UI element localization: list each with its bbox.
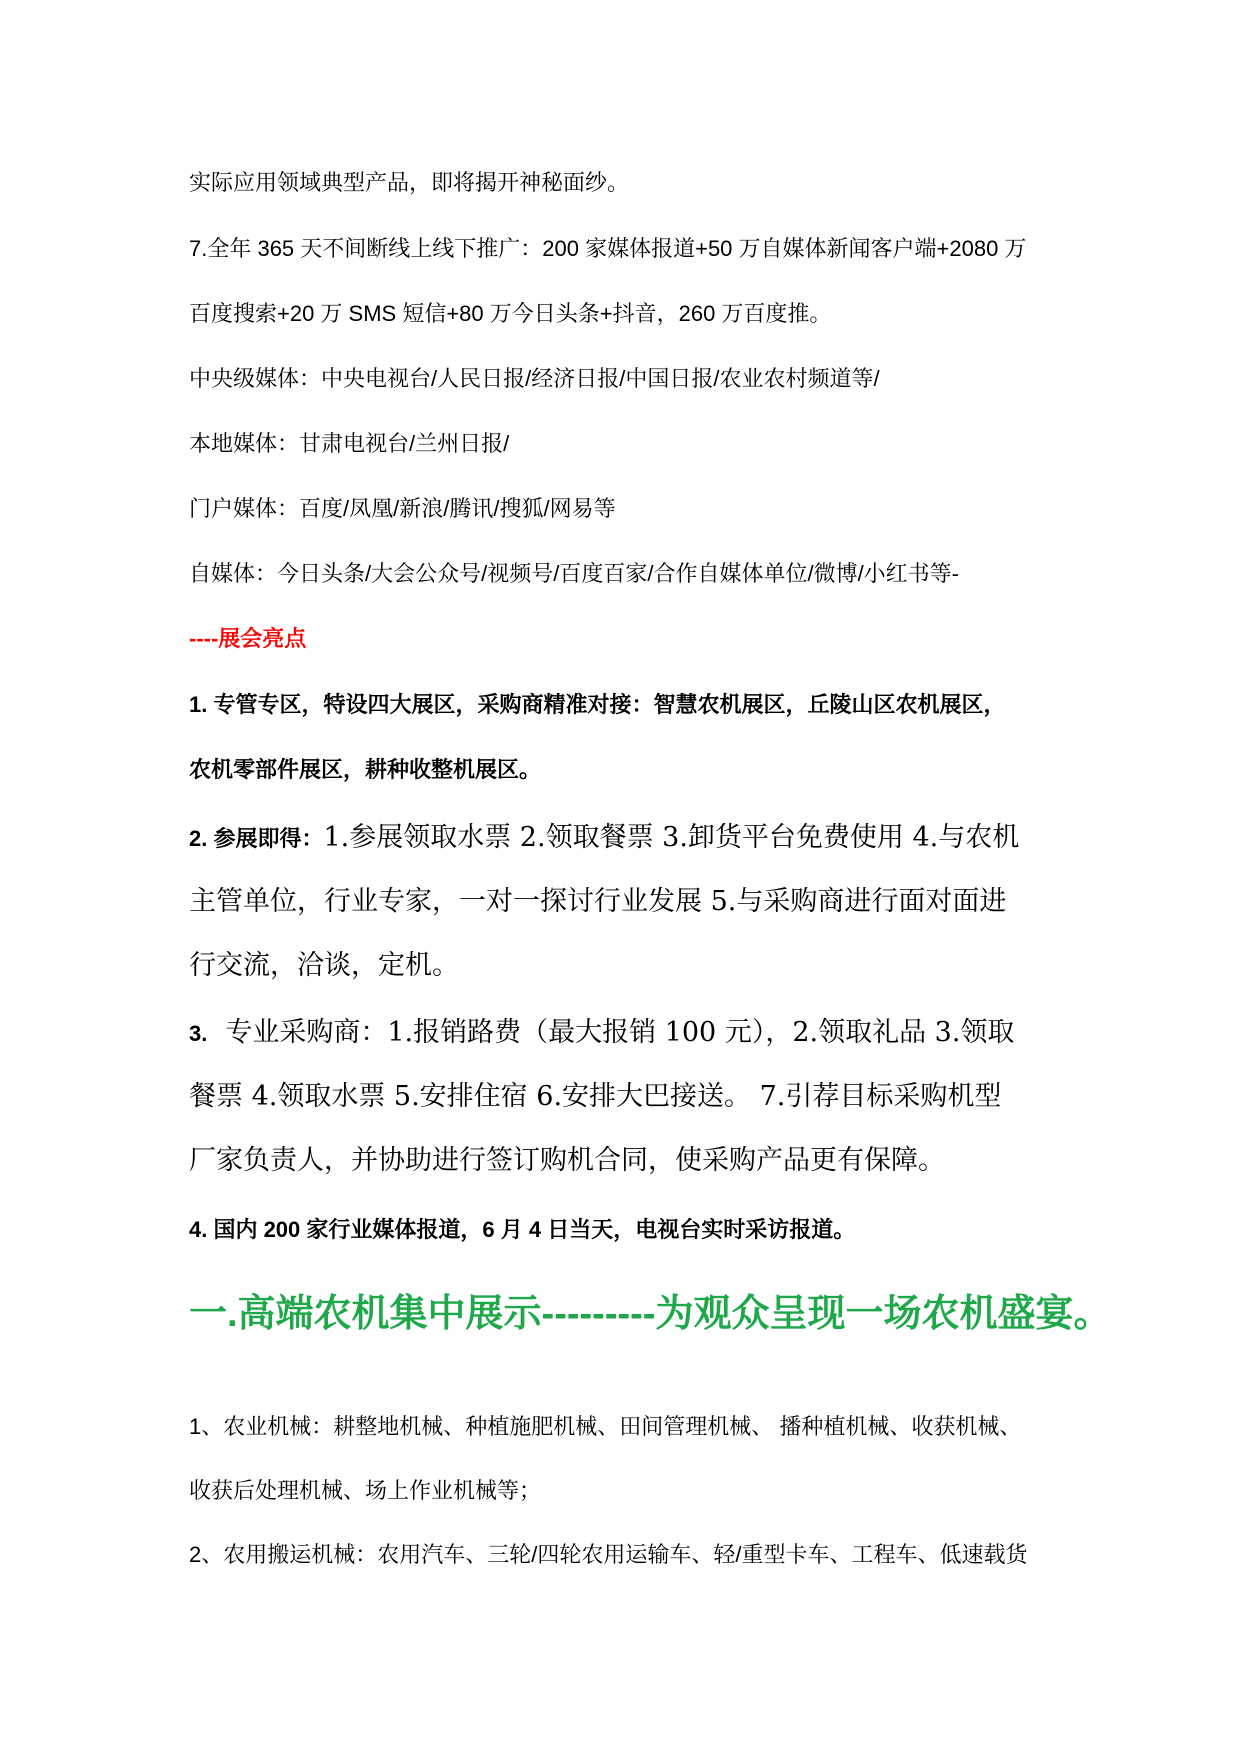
highlight-3-label: 3. xyxy=(189,1021,208,1046)
highlight-2-line3: 行交流，洽谈，定机。 xyxy=(189,950,459,981)
highlight-1-line2: 农机零部件展区，耕种收整机展区。 xyxy=(189,757,542,782)
highlight-4: 4. 国内 200 家行业媒体报道，6 月 4 日当天，电视台实时采访报道。 xyxy=(189,1217,856,1242)
highlight-2-line1 xyxy=(189,818,1069,859)
highlight-3-line3: 厂家负责人，并协助进行签订购机合同，使采购产品更有保障。 xyxy=(189,1145,945,1176)
paragraph-self-media: 自媒体：今日头条/大会公众号/视频号/百度百家/合作自媒体单位/微博/小红书等- xyxy=(189,561,960,586)
machinery-1-line2: 收获后处理机械、场上作业机械等； xyxy=(189,1478,542,1503)
highlight-1-line1: 1. 专管专区，特设四大展区，采购商精准对接：智慧农机展区，丘陵山区农机展区， xyxy=(189,692,1006,717)
machinery-1-line1: 1、农业机械：耕整地机械、种植施肥机械、田间管理机械、 播种植机械、收获机械、 xyxy=(189,1414,1022,1439)
section-heading: 一.高端农机集中展示---------为观众呈现一场农机盛宴。 xyxy=(189,1293,1112,1335)
machinery-2-line1: 2、农用搬运机械：农用汽车、三轮/四轮农用运输车、轻/重型卡车、工程车、低速载货 xyxy=(189,1542,1028,1567)
paragraph-promotion-line2: 百度搜索+20 万 SMS 短信+80 万今日头条+抖音，260 万百度推。 xyxy=(189,301,832,326)
paragraph-central-media: 中央级媒体：中央电视台/人民日报/经济日报/中国日报/农业农村频道等/ xyxy=(189,366,880,391)
paragraph-portal-media: 门户媒体：百度/凤凰/新浪/腾讯/搜狐/网易等 xyxy=(189,496,616,521)
highlight-3-line2: 餐票 4.领取水票 5.安排住宿 6.安排大巴接送。 7.引荐目标采购机型 xyxy=(189,1081,1002,1112)
highlight-2-text: 1.参展领取水票 2.领取餐票 3.卸货平台免费使用 4.与农机 xyxy=(323,822,1020,853)
paragraph-intro: 实际应用领域典型产品，即将揭开神秘面纱。 xyxy=(189,170,630,195)
highlights-title: ----展会亮点 xyxy=(189,626,307,651)
highlight-2-label: 2. 参展即得： xyxy=(189,826,324,851)
highlight-3-text: 专业采购商：1.报销路费（最大报销 100 元），2.领取礼品 3.领取 xyxy=(225,1017,1015,1048)
paragraph-promotion-line1: 7.全年 365 天不间断线上线下推广：200 家媒体报道+50 万自媒体新闻客户端+2080 万 xyxy=(189,236,1027,261)
highlight-3-line1 xyxy=(189,1013,1069,1054)
highlight-2-line2: 主管单位，行业专家，一对一探讨行业发展 5.与采购商进行面对面进 xyxy=(189,886,1007,917)
paragraph-local-media: 本地媒体：甘肃电视台/兰州日报/ xyxy=(189,431,510,456)
